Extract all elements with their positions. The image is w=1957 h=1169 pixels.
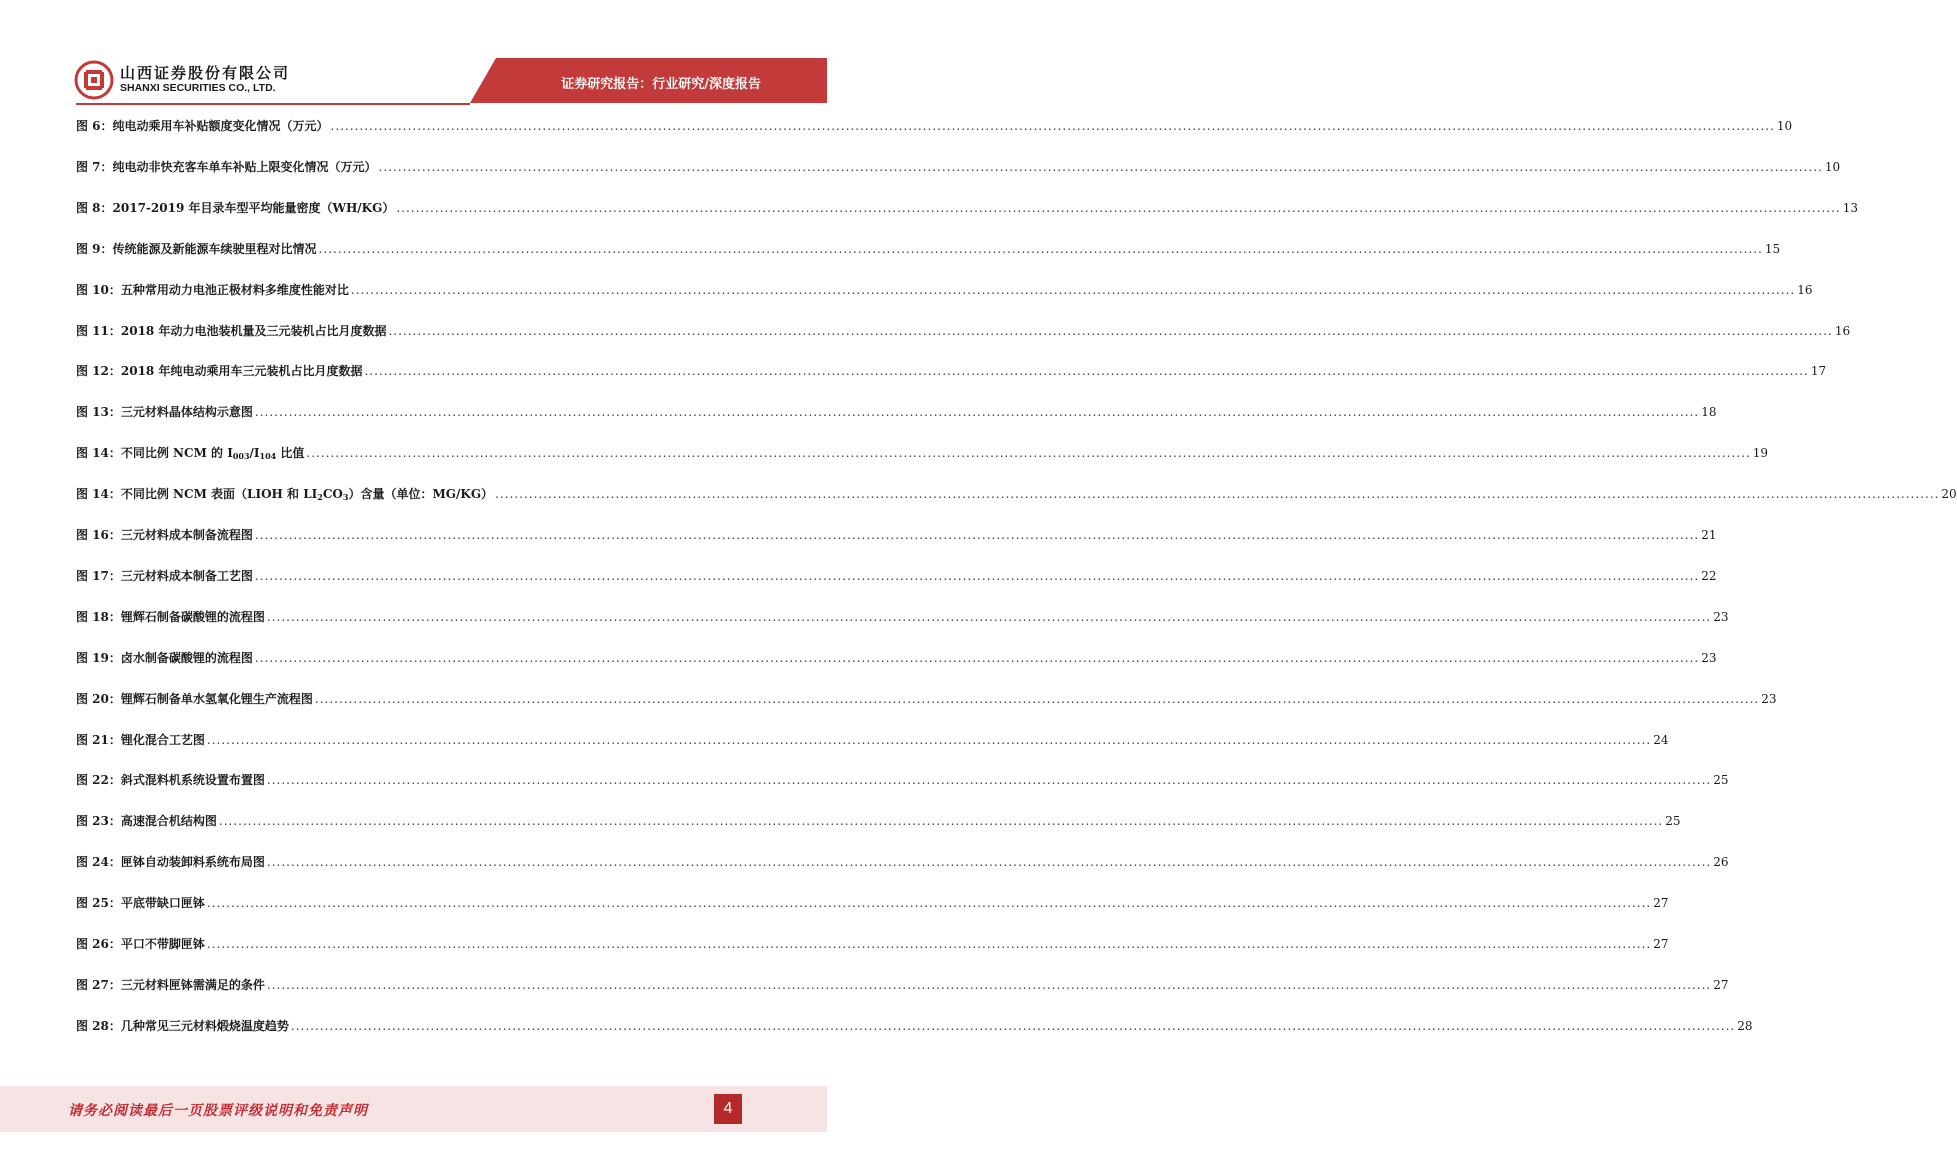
toc-entry[interactable] (76, 730, 1669, 750)
toc-leader-dots: ............................................................................................................................................................................................................................................................................................................ (314, 691, 1760, 706)
toc-entry-page: 21 (1701, 528, 1717, 542)
toc-entry-title: 图 7：纯电动非快充客车单车补贴上限变化情况（万元） (76, 159, 377, 174)
toc-leader-dots: ............................................................................................................................................................................................................................................................................................................ (350, 282, 1796, 297)
toc-entry[interactable] (76, 1016, 1753, 1036)
toc-entry-page: 25 (1713, 773, 1729, 788)
toc-entry-page: 27 (1653, 937, 1669, 951)
toc-leader-dots: ............................................................................................................................................................................................................................................................................................................ (266, 855, 1712, 870)
toc-entry-page: 17 (1810, 364, 1827, 379)
toc-entry-title: 图 13：三元材料晶体结构示意图 (76, 405, 253, 420)
toc-leader-dots: ............................................................................................................................................................................................................................................................................................................ (396, 200, 1841, 215)
toc-entry[interactable] (76, 525, 1717, 545)
toc-entry-page: 28 (1737, 1018, 1753, 1033)
toc-entry-page: 19 (1752, 446, 1769, 461)
toc-entry-page: 23 (1761, 691, 1777, 706)
toc-entry-title: 图 19：卤水制备碳酸锂的流程图 (76, 650, 253, 665)
toc-entry-page: 16 (1834, 323, 1851, 338)
toc-entry-page: 13 (1842, 200, 1858, 215)
toc-entry-title: 图 24：匣钵自动装卸料系统布局图 (76, 855, 265, 870)
toc-entry[interactable] (76, 607, 1729, 627)
toc-entry-page: 24 (1653, 732, 1669, 747)
page-number: 4 (714, 1094, 742, 1124)
toc-entry[interactable] (76, 402, 1717, 422)
toc-entry[interactable] (76, 280, 1813, 300)
toc-entry[interactable] (76, 484, 1957, 504)
toc-leader-dots: ............................................................................................................................................................................................................................................................................................................ (495, 487, 1940, 502)
toc-entry-title: 图 9：传统能源及新能源车续驶里程对比情况 (76, 241, 317, 256)
toc-leader-dots: ............................................................................................................................................................................................................................................................................................................ (290, 1018, 1736, 1033)
toc-entry-page: 25 (1665, 814, 1681, 829)
toc-entry[interactable] (76, 443, 1769, 463)
toc-entry-page: 23 (1701, 650, 1717, 665)
toc-entry-title: 图 14：不同比例 NCM 的 $I_{003}/I_{104}$ 比值 (76, 446, 305, 462)
toc-entry-title: 图 25：平底带缺口匣钵 (76, 896, 205, 911)
toc-entry-page: 18 (1701, 405, 1717, 420)
toc-leader-dots: ............................................................................................................................................................................................................................................................................................................ (206, 937, 1652, 951)
toc-entry[interactable] (76, 566, 1717, 586)
toc-entry-page: 10 (1824, 159, 1841, 174)
toc-entry[interactable] (76, 321, 1851, 341)
toc-leader-dots: ............................................................................................................................................................................................................................................................................................................ (388, 323, 1833, 338)
toc-leader-dots: ............................................................................................................................................................................................................................................................................................................ (306, 446, 1751, 461)
toc-entry-title: 图 28：几种常见三元材料煅烧温度趋势 (76, 1018, 289, 1033)
toc-entry-page: 20 (1941, 487, 1957, 502)
report-type-label: 证券研究报告：行业研究/深度报告 (561, 77, 761, 92)
toc-leader-dots: ............................................................................................................................................................................................................................................................................................................ (218, 814, 1664, 829)
toc-entry-title: 图 8：2017-2019 年目录车型平均能量密度（WH/KG） (76, 200, 395, 215)
toc-leader-dots: ............................................................................................................................................................................................................................................................................................................ (206, 896, 1652, 911)
page-header (0, 0, 827, 112)
toc-entry-title: 图 27：三元材料匣钵需满足的条件 (76, 977, 265, 992)
toc-entry[interactable] (76, 157, 1841, 177)
toc-leader-dots: ............................................................................................................................................................................................................................................................................................................ (378, 159, 1823, 174)
toc-leader-dots: ............................................................................................................................................................................................................................................................................................................ (266, 773, 1712, 788)
toc-entry-title: 图 26：平口不带脚匣钵 (76, 937, 205, 951)
toc-entry-title: 图 14：不同比例 NCM 表面（LIOH 和 $LI_2CO_3$）含量（单位：MG/KG） (76, 487, 494, 503)
company-name-cn: 山西证券股份有限公司 (120, 64, 291, 82)
toc-entry-title: 图 12：2018 年纯电动乘用车三元装机占比月度数据 (76, 364, 363, 379)
toc-leader-dots: ............................................................................................................................................................................................................................................................................................................ (254, 568, 1700, 583)
toc-entry-page: 16 (1797, 282, 1813, 297)
toc-leader-dots: ............................................................................................................................................................................................................................................................................................................ (266, 977, 1712, 992)
company-name-en: SHANXI SECURITIES CO., LTD. (120, 82, 276, 94)
toc-leader-dots: ............................................................................................................................................................................................................................................................................................................ (254, 405, 1700, 420)
toc-entry-title: 图 17：三元材料成本制备工艺图 (76, 568, 253, 583)
toc-entry-title: 图 6：纯电动乘用车补贴额度变化情况（万元） (76, 119, 329, 133)
toc-entry-page: 27 (1653, 896, 1669, 911)
toc-leader-dots: ............................................................................................................................................................................................................................................................................................................ (318, 241, 1763, 256)
toc-entry[interactable] (76, 689, 1777, 709)
toc-entry-page: 22 (1701, 568, 1717, 583)
toc-leader-dots: ............................................................................................................................................................................................................................................................................................................ (254, 650, 1700, 665)
shanxi-securities-logo-icon (74, 60, 114, 100)
disclaimer-notice: 请务必阅读最后一页股票评级说明和免责声明 (68, 1103, 368, 1119)
toc-entry[interactable] (76, 198, 1858, 218)
toc-entry-page: 26 (1713, 855, 1729, 870)
toc-entry[interactable] (76, 239, 1781, 259)
toc-entry[interactable] (76, 648, 1717, 668)
toc-entry[interactable] (76, 770, 1729, 790)
toc-leader-dots: ............................................................................................................................................................................................................................................................................................................ (364, 364, 1809, 379)
toc-entry-page: 10 (1776, 119, 1793, 133)
toc-entry[interactable] (76, 116, 1793, 136)
toc-entry-title: 图 18：锂辉石制备碳酸锂的流程图 (76, 609, 265, 624)
toc-entry-title: 图 11：2018 年动力电池装机量及三元装机占比月度数据 (76, 323, 387, 338)
toc-entry[interactable] (76, 934, 1669, 954)
toc-entry[interactable] (76, 852, 1729, 872)
header-band (0, 0, 827, 112)
toc-entry-page: 15 (1764, 241, 1781, 256)
toc-entry-title: 图 22：斜式混料机系统设置布置图 (76, 773, 265, 788)
toc-entry-page: 27 (1713, 977, 1729, 992)
toc-entry-title: 图 23：高速混合机结构图 (76, 814, 217, 829)
toc-leader-dots: ............................................................................................................................................................................................................................................................................................................ (330, 119, 1775, 133)
toc-leader-dots: ............................................................................................................................................................................................................................................................................................................ (254, 528, 1700, 542)
toc-leader-dots: ............................................................................................................................................................................................................................................................................................................ (266, 609, 1712, 624)
toc-entry-title: 图 21：锂化混合工艺图 (76, 732, 205, 747)
toc-entry-title: 图 10：五种常用动力电池正极材料多维度性能对比 (76, 282, 349, 297)
page-footer (0, 1086, 827, 1132)
toc-entry[interactable] (76, 975, 1729, 995)
toc-entry-title: 图 16：三元材料成本制备流程图 (76, 528, 253, 542)
toc-entry-title: 图 20：锂辉石制备单水氢氧化锂生产流程图 (76, 691, 313, 706)
toc-entry[interactable] (76, 361, 1827, 381)
toc-entry-page: 23 (1713, 609, 1729, 624)
toc-entry[interactable] (76, 893, 1669, 913)
toc-leader-dots: ............................................................................................................................................................................................................................................................................................................ (206, 732, 1652, 747)
toc-entry[interactable] (76, 811, 1681, 831)
